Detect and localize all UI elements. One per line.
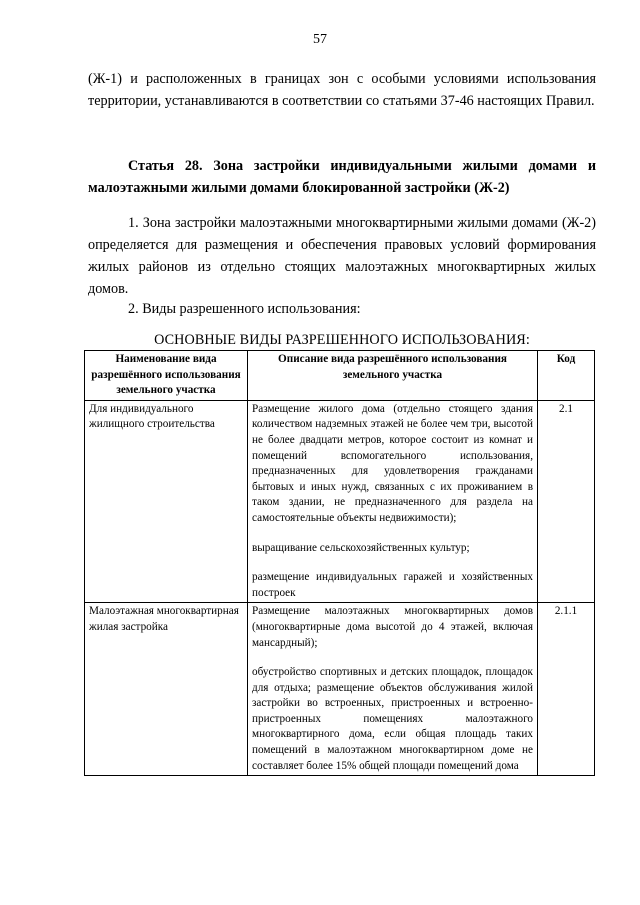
table-row bbox=[85, 400, 595, 603]
paragraph-1 bbox=[88, 212, 596, 300]
row-description bbox=[248, 400, 538, 603]
paragraph-2 bbox=[88, 298, 596, 320]
header-name: Наименование вида разрешённого использования земельного участка bbox=[85, 351, 248, 401]
row-name: Малоэтажная многоквартирная жилая застройка bbox=[85, 603, 248, 776]
page-number: 57 bbox=[313, 32, 327, 47]
description-paragraph: выращивание сельскохозяйственных культур; bbox=[252, 541, 470, 554]
table-header-row bbox=[85, 351, 595, 401]
header-description: Описание вида разрешённого использования земельного участка bbox=[248, 351, 538, 401]
header-code: Код bbox=[538, 351, 595, 401]
row-description bbox=[248, 603, 538, 776]
article-heading-text: Статья 28. Зона застройки индивидуальными жилыми домами и малоэтажными жилыми домами блокированной застройки (Ж-2) bbox=[88, 158, 596, 196]
table-title: ОСНОВНЫЕ ВИДЫ РАЗРЕШЕННОГО ИСПОЛЬЗОВАНИЯ: bbox=[154, 332, 530, 348]
row-code: 2.1.1 bbox=[538, 603, 595, 776]
intro-paragraph: (Ж-1) и расположенных в границах зон с особыми условиями использования территории, устанавливаются в соответствии со статьями 37-46 настоящих Правил. bbox=[88, 71, 596, 109]
article-heading bbox=[88, 155, 596, 199]
paragraph-1-text: 1. Зона застройки малоэтажными многоквартирными жилыми домами (Ж-2) определяется для размещения и обеспечения правовых условий формирования жилых районов из отдельно стоящих малоэтажных многоквартирных жилых домов. bbox=[88, 215, 596, 297]
paragraph-2-text: 2. Виды разрешенного использования: bbox=[128, 301, 361, 317]
row-name: Для индивидуального жилищного строительства bbox=[85, 400, 248, 603]
table-row bbox=[85, 603, 595, 776]
permitted-uses-table bbox=[84, 350, 595, 776]
row-code: 2.1 bbox=[538, 400, 595, 603]
description-paragraph: Размещение малоэтажных многоквартирных домов (многоквартирные дома высотой до 4 этажей, включая мансардный); bbox=[252, 605, 533, 649]
description-paragraph: обустройство спортивных и детских площадок, площадок для отдыха; размещение объектов обслуживания жилой застройки во встроенных, пристроенных и встроенно-пристроенных помещениях малоэтажного многоквартирного дома, если общая площадь таких помещений в малоэтажном многоквартирном доме не составляет более 15% общей площади помещений дома bbox=[252, 666, 533, 772]
description-paragraph: Размещение жилого дома (отдельно стоящего здания количеством надземных этажей не более чем три, высотой не более двадцати метров, которое состоит из комнат и помещений вспомогательного использования, предназначенных для удовлетворения гражданами бытовых и иных нужд, связанных с их проживанием в таком здании, не предназначенного для раздела на самостоятельные объекты недвижимости); bbox=[252, 402, 533, 524]
description-paragraph: размещение индивидуальных гаражей и хозяйственных построек bbox=[252, 571, 533, 599]
